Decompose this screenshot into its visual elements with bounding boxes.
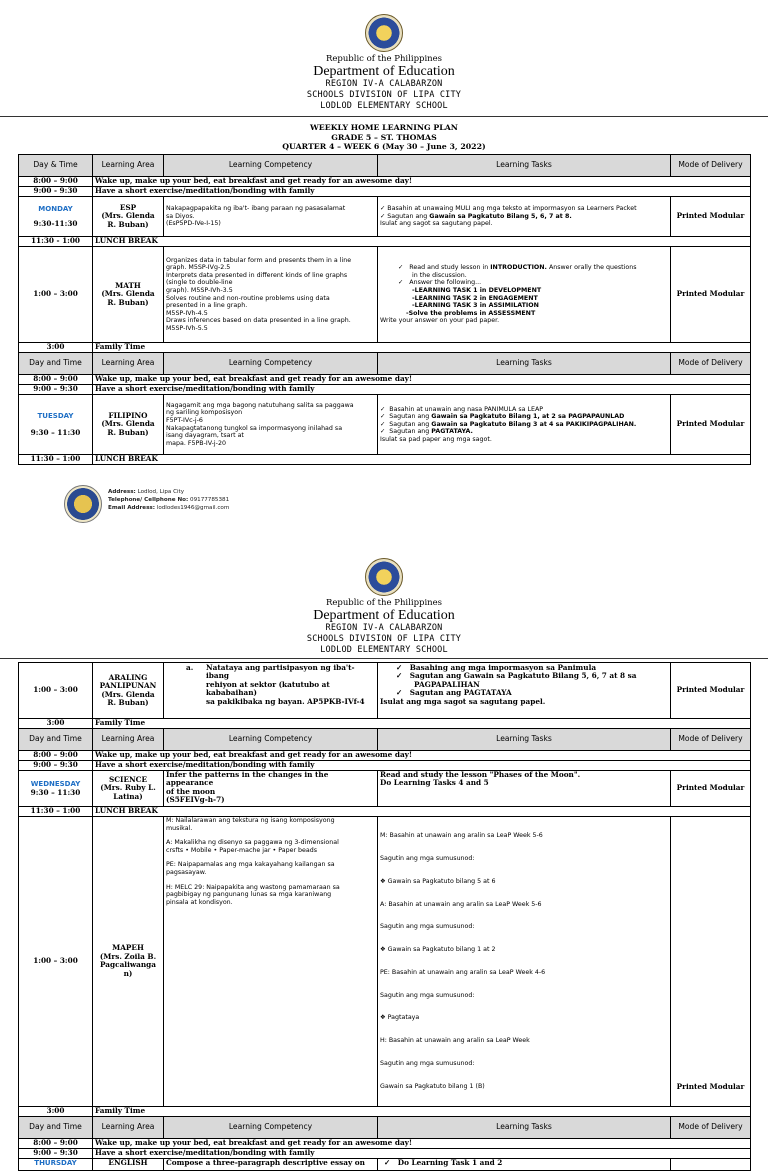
email-line [108,504,229,512]
area-cell: ENGLISH [93,1158,164,1170]
area-name: MATH [115,280,141,290]
task-line: ✓ Sagutan ang Gawain sa Pagkatuto Bilang 5, 6, 7 at 8 sa [396,671,637,681]
col-area: Learning Area [93,155,164,177]
competency-cell [164,395,378,455]
competency-line: (single to double-line [166,279,233,287]
competency-code: (EsP5PD-IVe-I-15) [166,220,221,228]
day-label: WEDNESDAY [30,780,81,789]
family-cell: Family Time [93,1106,751,1116]
task-line: Write your answer on your pad paper. [380,317,500,325]
time-label: 9:30 – 11:30 [30,427,81,437]
competency-line: graph). M5SP-IVh-3.5 [166,286,233,294]
competency-cell [164,771,378,807]
competency-code: F5PT-IVc-j-6 [166,416,203,424]
mode-cell: Printed Modular [671,771,751,807]
tasks-cell [378,395,671,455]
routine-cell: Wake up, make up your bed, eat breakfast and get ready for an awesome day! [93,1138,751,1148]
table-row [19,177,751,187]
day-time-cell [19,1158,93,1170]
competency-line: of the moon [166,786,216,796]
plan-quarter: QUARTER 4 – WEEK 6 (May 30 – June 3, 2022) [282,142,486,151]
task-line: Isulat ang sagot sa sagutang papel. [380,220,493,228]
task-line: ❖ Gawain sa Pagkatuto bilang 5 at 6 [380,877,496,885]
competency-line: Draws inferences based on data presented in a line graph. [166,317,351,325]
area-name: ESP [119,202,137,212]
area-name: SCIENCE [108,774,148,784]
competency-line: H: MELC 29: Naipapakita ang wastong pamamaraan sa [166,883,340,891]
table-row [19,1158,751,1170]
address-label: Address: [108,489,136,495]
col-day-time: Day and Time [19,729,93,751]
tasks-cell [378,817,671,1107]
area-cell [93,197,164,237]
task-text: Sagutan ang [389,420,432,428]
lunch-cell: LUNCH BREAK [93,237,751,247]
time-cell: 3:00 [19,1106,93,1116]
competency-line: Solves routine and non-routine problems using data [166,294,330,302]
competency-line: pagbibigay ng pangunang lunas sa mga karaniwang [166,891,332,899]
area-name: ARALING [108,672,148,682]
teacher-name-2: Pagcaliwanga [100,960,156,970]
competency-line: Nagagamit ang mga bagong natutuhang salita sa paggawa [166,401,354,409]
competency-line: M5SP-IVh-5.5 [166,324,208,332]
time-cell: 11:30 – 1:00 [19,455,93,465]
task-text: ✓ Sagutan ang [380,212,430,220]
table-row [19,247,751,343]
task-line: Sagutin ang mga sumusunod: [380,1060,475,1067]
time-cell: 1:00 – 3:00 [19,817,93,1107]
teacher-name-2: R. Buban) [107,219,149,229]
time-cell: 3:00 [19,719,93,729]
table-row [19,395,751,455]
task-line: ✓ Sagutan ang PAGTATAYA. [380,428,473,436]
phone-label: Telephone/ Cellphone No: [108,497,189,503]
time-cell: 9:00 – 9:30 [19,1148,93,1158]
routine-cell: Have a short exercise/meditation/bonding with family [93,1148,751,1158]
competency-line: M: Nailalarawan ang tekstura ng isang komposisyong [166,817,335,824]
competency-line: pinsala at kondisyon. [166,898,233,906]
time-cell: 9:00 – 9:30 [19,385,93,395]
teacher-name-2: R. Buban) [107,297,149,307]
mode-cell: Printed Modular [671,817,751,1107]
task-line: ✓ Basahing ang mga impormasyon sa Panimula [396,663,597,672]
task-line: Do Learning Tasks 4 and 5 [380,778,489,788]
competency-line: Organizes data in tabular form and presents them in a line [166,256,352,264]
col-mode: Mode of Delivery [671,1116,751,1138]
task-line: ✓ Sagutan ang PAGTATAYA [396,688,512,698]
competency-cell: Compose a three-paragraph descriptive essay on [164,1158,378,1170]
day-time-cell [19,771,93,807]
table-row [19,375,751,385]
competency-marker: a. [186,663,194,672]
time-label: 9:30-11:30 [33,218,78,228]
task-text: Basahing ang mga impormasyon sa Panimula [409,663,597,672]
schedule-table-2 [18,662,751,1171]
mode-cell: Printed Modular [671,197,751,237]
family-cell: Family Time [93,343,751,353]
plan-grade: GRADE 5 – ST. THOMAS [331,132,437,142]
department-label: Department of Education [313,64,455,79]
time-cell: 8:00 – 9:00 [19,1138,93,1148]
col-competency: Learning Competency [164,1116,378,1138]
teacher-name: (Mrs. Zoila B. [99,951,157,961]
teacher-name: (Mrs. Ruby L. [100,783,156,793]
task-text: Sagutan ang Gawain sa Pagkatuto Bilang 5, 6, 7 at 8 sa [409,671,637,681]
phone-line [108,496,229,504]
competency-line: crsfts • Mobile • Paper-mache jar • Paper beads [166,846,318,854]
tasks-cell [378,771,671,807]
division-label: SCHOOLS DIVISION OF LIPA CITY [306,90,462,100]
competency-cell [164,247,378,343]
table-row [19,751,751,761]
task-line: ❖ Gawain sa Pagkatuto bilang 1 at 2 [380,946,496,954]
task-line: H: Basahin at unawain ang aralin sa LeaP Week [380,1037,530,1045]
address-line [108,488,229,496]
schedule-table-1 [18,154,751,465]
task-text: Read and study lesson in [409,264,491,272]
task-line: -LEARNING TASK 1 in DEVELOPMENT [412,286,542,294]
teacher-name-2: R. Buban) [107,697,149,707]
competency-cell [164,197,378,237]
table-row [19,237,751,247]
deped-seal-icon [365,558,403,596]
table-row [19,663,751,719]
area-name: FILIPINO [108,410,148,420]
area-cell [93,817,164,1107]
task-line: ✓ Basahin at unawain ang nasa PANIMULA sa LEAP [380,405,544,413]
col-competency: Learning Competency [164,155,378,177]
task-line: Sagutin ang mga sumusunod: [380,991,475,999]
header-divider [0,658,768,659]
task-line: PAGPAPALIHAN [414,679,480,689]
area-name: MAPEH [112,943,144,953]
col-mode: Mode of Delivery [671,353,751,375]
time-cell: 1:00 – 3:00 [19,663,93,719]
time-cell: 8:00 – 9:00 [19,375,93,385]
deped-seal-icon [365,14,403,52]
republic-label: Republic of the Philippines [325,598,443,608]
competency-line: Natataya ang partisipasyon ng iba't-ibang [206,663,355,681]
routine-cell: Wake up, make up your bed, eat breakfast and get ready for an awesome day! [93,177,751,187]
spacer [166,832,375,839]
col-area: Learning Area [93,1116,164,1138]
time-cell: 9:00 – 9:30 [19,761,93,771]
day-label: TUESDAY [37,412,74,421]
time-label: 9:30 – 11:30 [30,787,81,797]
task-text: Sagutan ang [389,428,432,436]
teacher-name: (Mrs. Glenda [101,419,155,429]
plan-title: WEEKLY HOME LEARNING PLAN [310,123,458,132]
table-header-row [19,353,751,375]
division-label: SCHOOLS DIVISION OF LIPA CITY [306,634,462,644]
day-label: MONDAY [38,205,73,214]
mode-cell: Printed Modular [671,247,751,343]
competency-line: PE: Naipapamalas ang mga kakayahang kailangan sa [166,861,335,869]
email-value: lodlodes1946@gmail.com [155,505,230,511]
time-cell: 11:30 - 1:00 [19,237,93,247]
col-competency: Learning Competency [164,729,378,751]
table-row [19,771,751,807]
competency-cell [164,817,378,1107]
school-label: LODLOD ELEMENTARY SCHOOL [320,645,448,655]
competency-line: Infer the patterns in the changes in the appearance [166,770,329,788]
task-line: A: Basahin at unawain ang aralin sa LeaP Week 5-6 [380,900,542,908]
task-emphasis: Gawain sa Pagkatuto Bilang 5, 6, 7 at 8. [429,212,572,220]
task-line: Gawain sa Pagkatuto bilang 1 (B) [380,1082,485,1090]
time-cell: 8:00 – 9:00 [19,751,93,761]
routine-cell: Wake up, make up your bed, eat breakfast and get ready for an awesome day! [93,751,751,761]
table-header-row [19,729,751,751]
col-mode: Mode of Delivery [671,155,751,177]
lunch-cell: LUNCH BREAK [93,455,751,465]
col-tasks: Learning Tasks [378,155,671,177]
task-line: -LEARNING TASK 2 in ENGAGEMENT [412,294,538,302]
competency-line: Interprets data presented in different kinds of line graphs [166,271,348,279]
school-footer [64,485,364,525]
mode-cell [671,1158,751,1170]
area-name-2: PANLIPUNAN [99,681,157,691]
school-logo-icon [64,485,102,523]
area-cell [93,663,164,719]
day-label: THURSDAY [34,1158,77,1167]
table-row [19,1138,751,1148]
task-text: Answer orally the questions [546,264,637,272]
time-cell: 3:00 [19,343,93,353]
col-day-time: Day and Time [19,1116,93,1138]
competency-line: sa pakikibaka ng bayan. AP5PKB-IVf-4 [206,696,365,706]
task-emphasis: Gawain sa Pagkatuto Bilang 3 at 4 sa PAKIKIPAGPALIHAN. [431,420,637,428]
task-emphasis: PAGTATAYA. [431,428,473,436]
contact-info [108,488,229,512]
task-line: Sagutin ang mga sumusunod: [380,923,475,931]
tasks-cell [378,247,671,343]
region-label: REGION IV-A CALABARZON [325,79,443,89]
task-line: ✓ Sagutan ang Gawain sa Pagkatuto Bilang 3 at 4 sa PAKIKIPAGPALIHAN. [380,420,637,428]
teacher-name: (Mrs. Glenda [101,211,155,221]
task-line: ✓ Answer the following... [398,279,482,287]
tasks-cell [378,663,671,719]
republic-label: Republic of the Philippines [325,54,443,64]
competency-item [166,664,375,706]
email-label: Email Address: [108,505,155,511]
competency-line: presented in a line graph. [166,302,248,310]
teacher-name: (Mrs. Glenda [101,289,155,299]
region-label: REGION IV-A CALABARZON [325,623,443,633]
task-line: Isulat sa pad paper ang mga sagot. [380,435,492,443]
table-row [19,761,751,771]
tasks-cell [378,197,671,237]
task-text: Basahin at unawain ang nasa PANIMULA sa LEAP [389,405,544,413]
task-text: Sagutan ang [389,413,432,421]
task-emphasis: INTRODUCTION. [490,264,547,272]
mode-cell: Printed Modular [671,663,751,719]
col-area: Learning Area [93,353,164,375]
teacher-name-2: R. Buban) [107,427,149,437]
competency-cell [164,663,378,719]
task-line: PE: Basahin at unawain ang aralin sa LeaP Week 4-6 [380,968,546,976]
spacer [166,877,375,884]
table-row [19,197,751,237]
table-row [19,187,751,197]
competency-line: Nakapagtatanong tungkol sa impormasyong inilahad sa [166,424,343,432]
area-cell [93,771,164,807]
plan-title-block [0,123,768,152]
task-text: Sagutan ang PAGTATAYA [409,688,512,698]
competency-line: musikal. [166,824,193,832]
competency-code: (S5FEIVg-h-7) [166,795,225,805]
col-tasks: Learning Tasks [378,729,671,751]
routine-cell: Wake up, make up your bed, eat breakfast and get ready for an awesome day! [93,375,751,385]
header-divider [0,116,768,117]
address-value: Lodlod, Lipa City [135,489,185,495]
task-text: Answer the following... [409,279,482,287]
letterhead [0,14,768,112]
time-cell: 11:30 – 1:00 [19,807,93,817]
task-line: ✓ Read and study lesson in INTRODUCTION. Answer orally the questions [398,264,637,272]
school-label: LODLOD ELEMENTARY SCHOOL [320,101,448,111]
competency-line: Nakapagpapakita ng iba't- ibang paraan ng pasasalamat [166,205,346,213]
task-text: Do Learning Task 1 and 2 [397,1158,503,1167]
task-line: Isulat ang mga sagot sa sagutang papel. [380,696,546,706]
task-line: -LEARNING TASK 3 in ASSIMILATION [412,302,539,310]
phone-value: 09177785381 [188,497,230,503]
time-cell: 9:00 - 9:30 [19,187,93,197]
spacer [166,854,375,861]
page-1 [0,14,768,112]
col-area: Learning Area [93,729,164,751]
competency-line: M5SP-IVh-4.5 [166,309,208,317]
table-row [19,807,751,817]
page-2 [0,558,768,656]
competency-line: sa Diyos. [166,212,195,220]
teacher-name-3: n) [123,968,133,978]
competency-line: isang dayagram, tsart at [166,432,244,440]
col-tasks: Learning Tasks [378,1116,671,1138]
col-tasks: Learning Tasks [378,353,671,375]
col-day-time: Day and Time [19,353,93,375]
task-emphasis: Gawain sa Pagkatuto Bilang 1, at 2 sa PAGPAPAUNLAD [431,413,625,421]
routine-cell: Have a short exercise/meditation/bonding with family [93,385,751,395]
task-line [380,213,668,221]
competency-line: ng sariling komposisyon [166,409,243,417]
table-row [19,817,751,1107]
mode-cell: Printed Modular [671,395,751,455]
col-mode: Mode of Delivery [671,729,751,751]
tasks-cell: ✓ Do Learning Task 1 and 2 [378,1158,671,1170]
family-cell: Family Time [93,719,751,729]
competency-line: pagsasayaw. [166,868,207,876]
task-line: M: Basahin at unawain ang aralin sa LeaP Week 5-6 [380,832,543,840]
time-cell: 8:00 – 9:00 [19,177,93,187]
task-line: ✓ Basahin at unawaing MULI ang mga teksto at impormasyon sa Learners Packet [380,205,637,213]
area-cell [93,395,164,455]
table-header-row [19,155,751,177]
day-time-cell [19,197,93,237]
table-row [19,1106,751,1116]
task-line: in the discussion. [412,271,467,279]
task-line: Sagutin ang mga sumusunod: [380,854,475,862]
table-row [19,343,751,353]
task-line: Read and study the lesson "Phases of the Moon". [380,770,581,779]
competency-line: A: Makalikha ng disenyo sa paggawa ng 3-dimensional [166,839,339,847]
lunch-cell: LUNCH BREAK [93,807,751,817]
department-label: Department of Education [313,608,455,623]
day-time-cell [19,395,93,455]
competency-line: graph. M5SP-IVg-2.5 [166,264,231,272]
task-line: ✓ Sagutan ang Gawain sa Pagkatuto Bilang 1, at 2 sa PAGPAPAUNLAD [380,413,625,421]
teacher-name-2: Latina) [113,791,143,801]
area-cell [93,247,164,343]
table-row [19,455,751,465]
routine-cell: Have a short exercise/meditation/bonding with family [93,187,751,197]
competency-code: mapa. F5PB-IV-j-20 [166,439,226,447]
col-competency: Learning Competency [164,353,378,375]
competency-line: rehiyon at sektor (katutubo at kababaihan) [206,679,330,698]
routine-cell: Have a short exercise/meditation/bonding with family [93,761,751,771]
table-header-row [19,1116,751,1138]
task-line: ❖ Pagtataya [380,1014,420,1022]
table-row [19,1148,751,1158]
letterhead [0,558,768,656]
teacher-name: (Mrs. Glenda [101,689,155,699]
table-row [19,719,751,729]
col-day-time: Day & Time [19,155,93,177]
task-line: -Solve the problems in ASSESSMENT [406,309,536,317]
table-row [19,385,751,395]
time-cell: 1:00 – 3:00 [19,247,93,343]
